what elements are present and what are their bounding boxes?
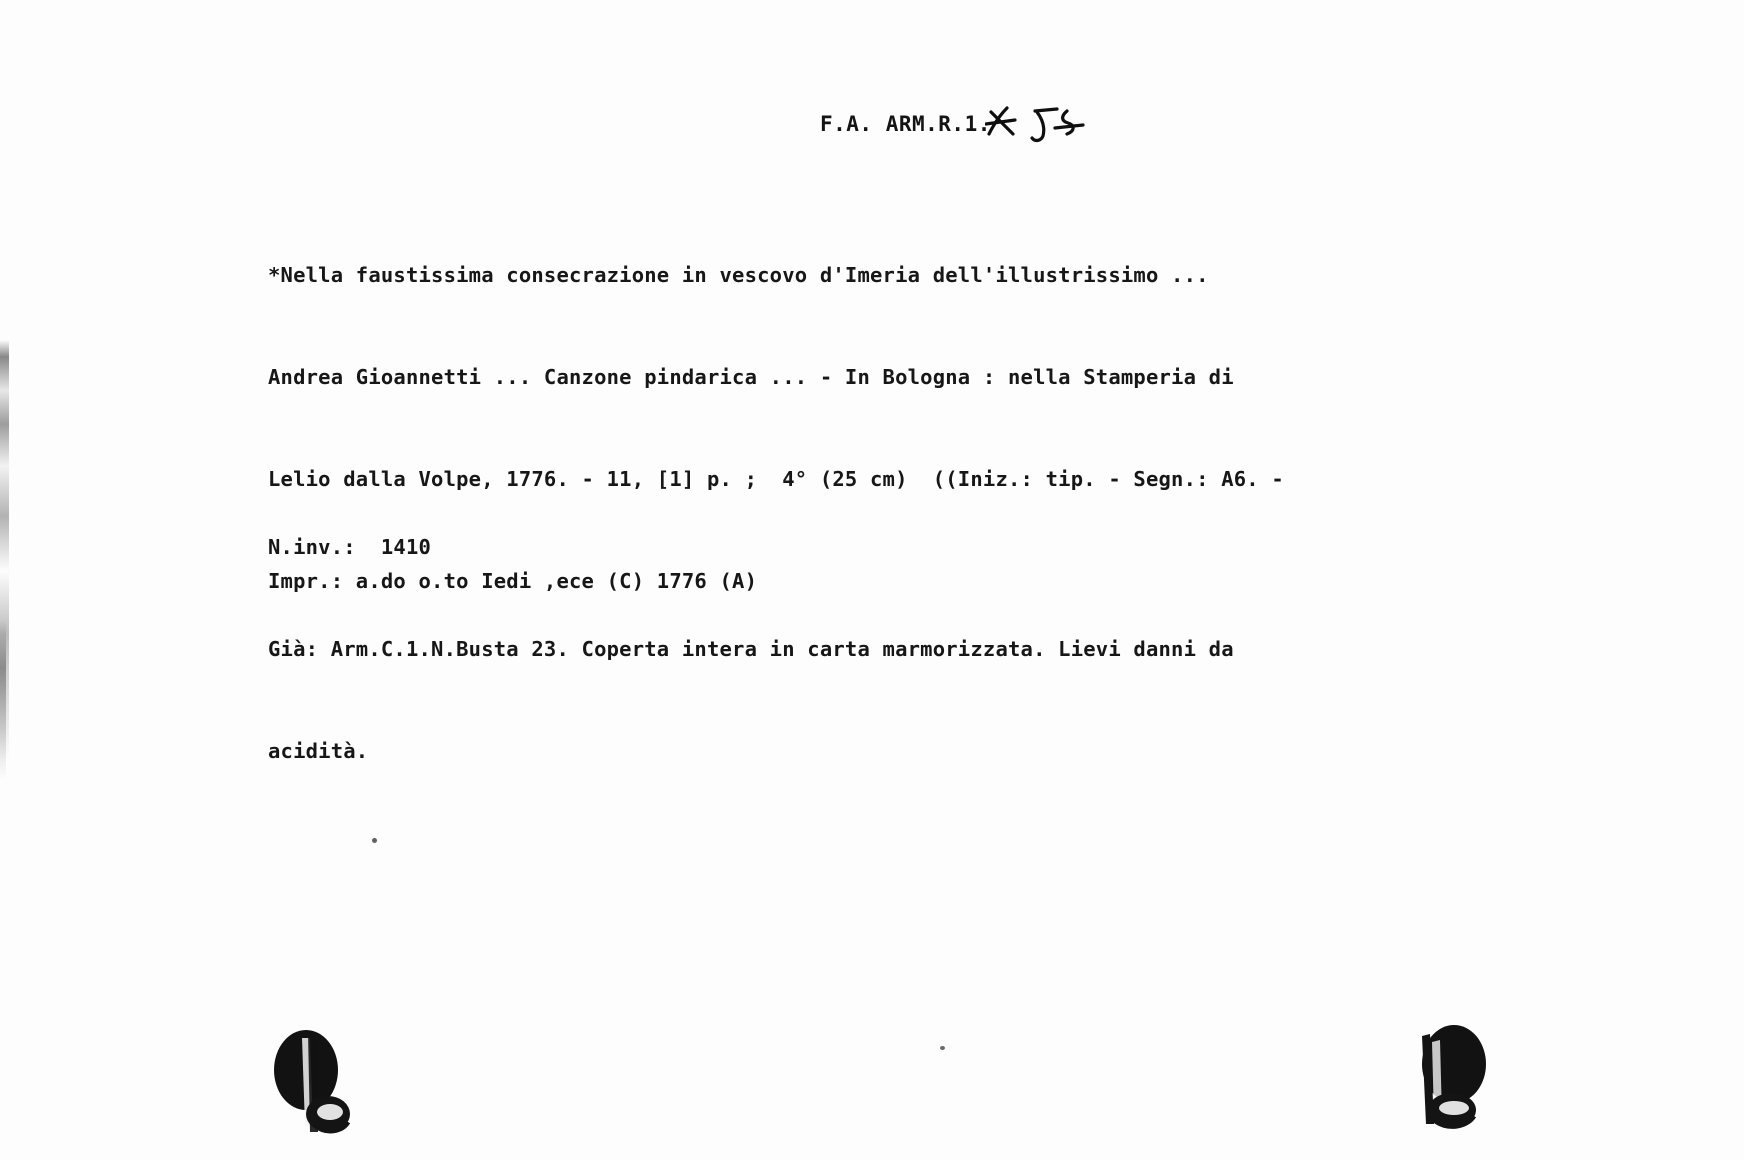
scan-speck — [940, 1046, 945, 1050]
notes-line: Già: Arm.C.1.N.Busta 23. Coperta intera in carta marmorizzata. Lievi danni da — [268, 637, 1234, 661]
record-line: *Nella faustissima consecrazione in vescovo d'Imeria dell'illustrissimo ... — [268, 263, 1209, 287]
record-line: Lelio dalla Volpe, 1776. - 11, [1] p. ; 4° (25 cm) ((Iniz.: tip. - Segn.: A6. - — [268, 467, 1284, 491]
binding-hole-left — [272, 1022, 358, 1138]
inventory-notes — [268, 462, 1498, 836]
record-line: Impr.: a.do o.to Iedi ,ece (C) 1776 (A) — [268, 569, 758, 593]
binding-hole-right — [1408, 1018, 1494, 1134]
notes-line: acidità. — [268, 739, 369, 763]
notes-line: N.inv.: 1410 — [268, 535, 432, 559]
record-line: Andrea Gioannetti ... Canzone pindarica ... - In Bologna : nella Stamperia di — [268, 365, 1234, 389]
handwritten-shelfmark-annotation — [985, 100, 1095, 144]
scan-speck — [372, 838, 377, 843]
shelfmark-text: F.A. ARM.R.1. — [820, 112, 991, 136]
scan-edge-smudge-left-lower — [0, 620, 6, 780]
